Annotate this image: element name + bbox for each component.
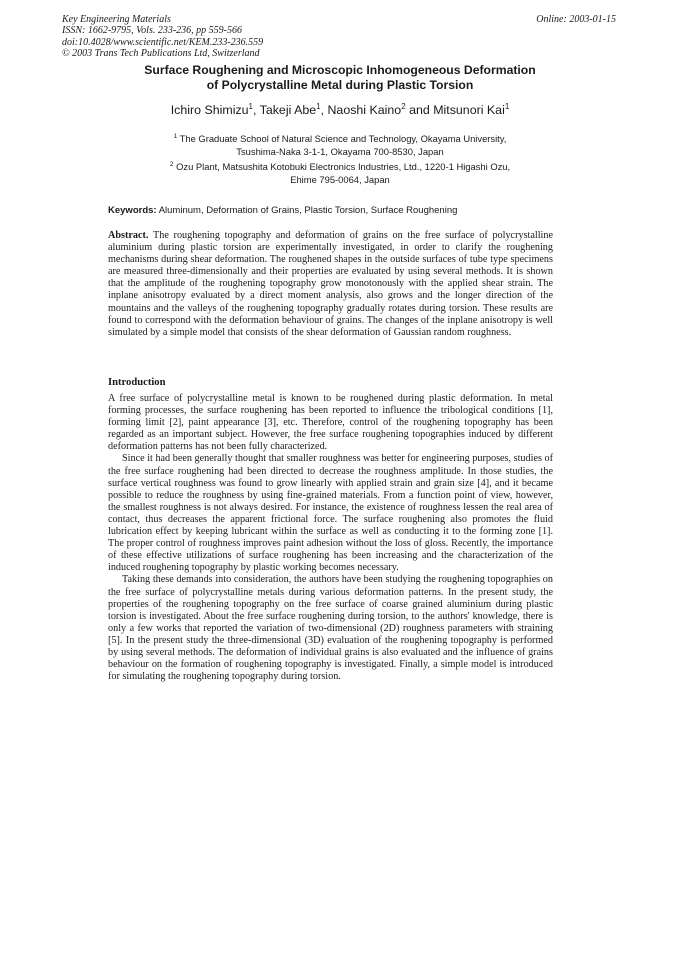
section-heading-introduction: Introduction	[108, 377, 166, 388]
affiliation-line: Ozu Plant, Matsushita Kotobuki Electronics Industries, Ltd., 1220-1 Higashi Ozu,	[176, 161, 511, 172]
author-separator: ,	[252, 103, 260, 117]
abstract-text: The roughening topography and deformation of grains on the free surface of polycrystalline aluminium during plastic torsion are experimentally investigated, in order to clarify the roughening mechanisms during shear deformation. The roughened shapes in the outside surfaces of tube type specimens are measured three-dimensionally and their properties are evaluated by using several methods. It is shown that the amplitude of the roughening topography grow monotonously with the applied shear strain. The inplane anisotropy evaluated by a direct moment analysis, also grows and the longer direction of the mountains and the valleys of the roughening topography gradually rotates during torsion. These results are found to correspond with the deformation behaviour of grains. The changes of the inplane anisotropy is well simulated by a simple model that consists of the shear deformation of Gaussian random roughness.	[108, 230, 553, 338]
keywords-label: Keywords:	[108, 205, 157, 216]
author-name: Naoshi Kaino	[327, 103, 402, 117]
journal-header	[62, 14, 263, 59]
paragraph: Since it had been generally thought that smaller roughness was better for engineering purposes, studies of the free surface roughening had been directed to decrease the roughness amplitude. In those studies, the surface vertical roughness was found to grow linearly with applied strain and grain size [4], and it became possible to reduce the roughness by using fine-grained materials. From a function point of view, however, the smallest roughness is not always desired. For instance, the existence of roughness lessen the real area of contact, thus decreases the apparent frictional force. The surface roughening also promotes the fluid lubrication effect by keeping lubricant within the surface as well as conducting it to the forming zone [1]. The proper control of roughness improves paint adhesion without the loss of gloss. Recently, the importance of these effective utilizations of surface roughening has been increasing and the characterization of the induced roughening topography by plastic working becomes necessary.	[108, 453, 553, 574]
title-line-1: Surface Roughening and Microscopic Inhomogeneous Deformation	[144, 63, 536, 77]
keywords-text: Aluminum, Deformation of Grains, Plastic Torsion, Surface Roughening	[158, 205, 458, 216]
author-affiliation-mark: 2	[401, 102, 406, 111]
abstract-label: Abstract.	[108, 230, 149, 241]
keywords	[108, 205, 457, 216]
affiliation-line: The Graduate School of Natural Science and Technology, Okayama University,	[179, 133, 507, 144]
affiliation-2	[62, 160, 618, 186]
affiliation-line: Tsushima-Naka 3-1-1, Okayama 700-8530, Japan	[236, 146, 444, 157]
paper-title	[62, 63, 618, 93]
introduction-body	[108, 393, 553, 683]
author-separator: ,	[320, 103, 328, 117]
affiliation-line: Ehime 795-0064, Japan	[290, 174, 390, 185]
author-list	[62, 103, 618, 118]
affiliation-mark: 1	[173, 133, 178, 140]
author-separator: and	[405, 103, 434, 117]
issn-line: ISSN: 1662-9795, Vols. 233-236, pp 559-566	[62, 25, 242, 37]
author-name: Takeji Abe	[259, 103, 317, 117]
abstract	[108, 230, 553, 339]
copyright-line: © 2003 Trans Tech Publications Ltd, Switzerland	[62, 47, 260, 59]
author-affiliation-mark: 1	[316, 102, 321, 111]
author-name: Ichiro Shimizu	[170, 103, 249, 117]
journal-name: Key Engineering Materials	[62, 14, 171, 25]
affiliation-mark: 2	[169, 161, 174, 168]
title-line-2: of Polycrystalline Metal during Plastic Torsion	[206, 78, 474, 92]
doi-line: doi:10.4028/www.scientific.net/KEM.233-236.559	[62, 36, 264, 48]
paragraph: A free surface of polycrystalline metal is known to be roughened during plastic deformation. In metal forming processes, the surface roughening has been reported to influence the tribological conditions [1], forming limit [2], paint appearance [3], etc. Therefore, control of the roughening topography has been regarded as an important subject. However, the free surface roughening topographies induced by different deformation patterns has not been fully characterized.	[108, 393, 553, 453]
author-affiliation-mark: 1	[504, 102, 510, 111]
author-affiliation-mark: 1	[248, 102, 253, 111]
author-name: Mitsunori Kai	[433, 103, 505, 117]
online-date: Online: 2003-01-15	[536, 14, 616, 25]
affiliation-1	[62, 132, 618, 158]
paragraph: Taking these demands into consideration, the authors have been studying the roughening topographies on the free surface of polycrystalline metals during various deformation patterns. In the present study, the properties of the roughening topography on the free surface of coarse grained aluminium during plastic torsion is investigated. About the free surface roughening during torsion, to the authors' knowledge, there is only a few works that reported the variation of two-dimensional (2D) roughness parameters with straining [5]. In the present study the three-dimensional (3D) evaluation of the roughening topography is performed by using several methods. The deformation of individual grains is also evaluated and the influence of grains behaviour on the formation of roughening topography is investigated. Finally, a simple model is introduced for simulating the roughening topography during torsion.	[108, 574, 553, 683]
